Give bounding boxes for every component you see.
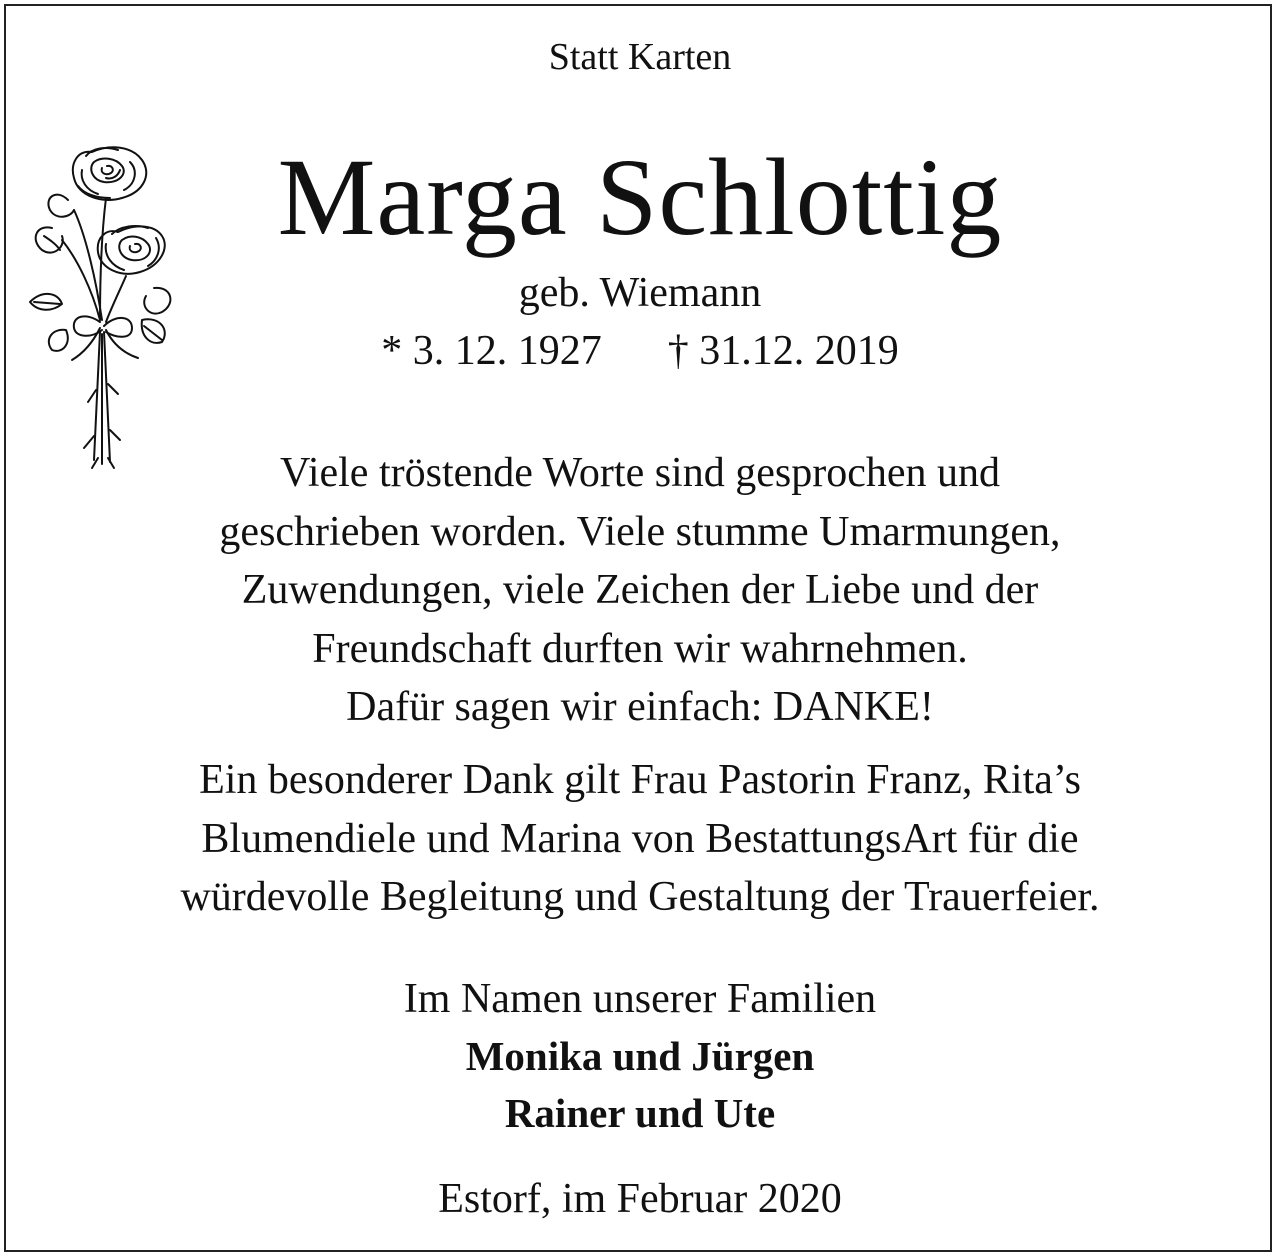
text-line: würdevolle Begleitung und Gestaltung der Trauerfeier. [180,874,1100,920]
header-note: Statt Karten [548,36,732,78]
text-line: Zuwendungen, viele Zeichen der Liebe und der [241,567,1039,613]
place-date: Estorf, im Februar 2020 [438,1176,842,1222]
life-dates [0,330,1280,372]
text-line: Ein besonderer Dank gilt Frau Pastorin Franz, Rita’s [199,757,1081,803]
text-line: Dafür sagen wir einfach: DANKE! [346,684,934,730]
signoff: Im Namen unserer Familien [403,976,877,1022]
thanks-paragraph [0,444,1280,737]
signer-name: Rainer und Ute [504,1090,776,1136]
signer-name: Monika und Jürgen [465,1033,815,1079]
text-line: Freundschaft durften wir wahrnehmen. [312,625,968,672]
maiden-name: geb. Wiemann [518,270,762,316]
birth-date: * 3. 12. 1927 [381,328,602,374]
death-date: † 31.12. 2019 [667,328,899,374]
text-line: Blumendiele und Marina von BestattungsArt für die [201,815,1079,862]
text-line: Viele tröstende Worte sind gesprochen und [280,450,1000,496]
deceased-name: Marga Schlottig [277,136,1003,258]
special-thanks-paragraph [0,751,1280,927]
text-line: geschrieben worden. Viele stumme Umarmungen, [219,508,1061,555]
